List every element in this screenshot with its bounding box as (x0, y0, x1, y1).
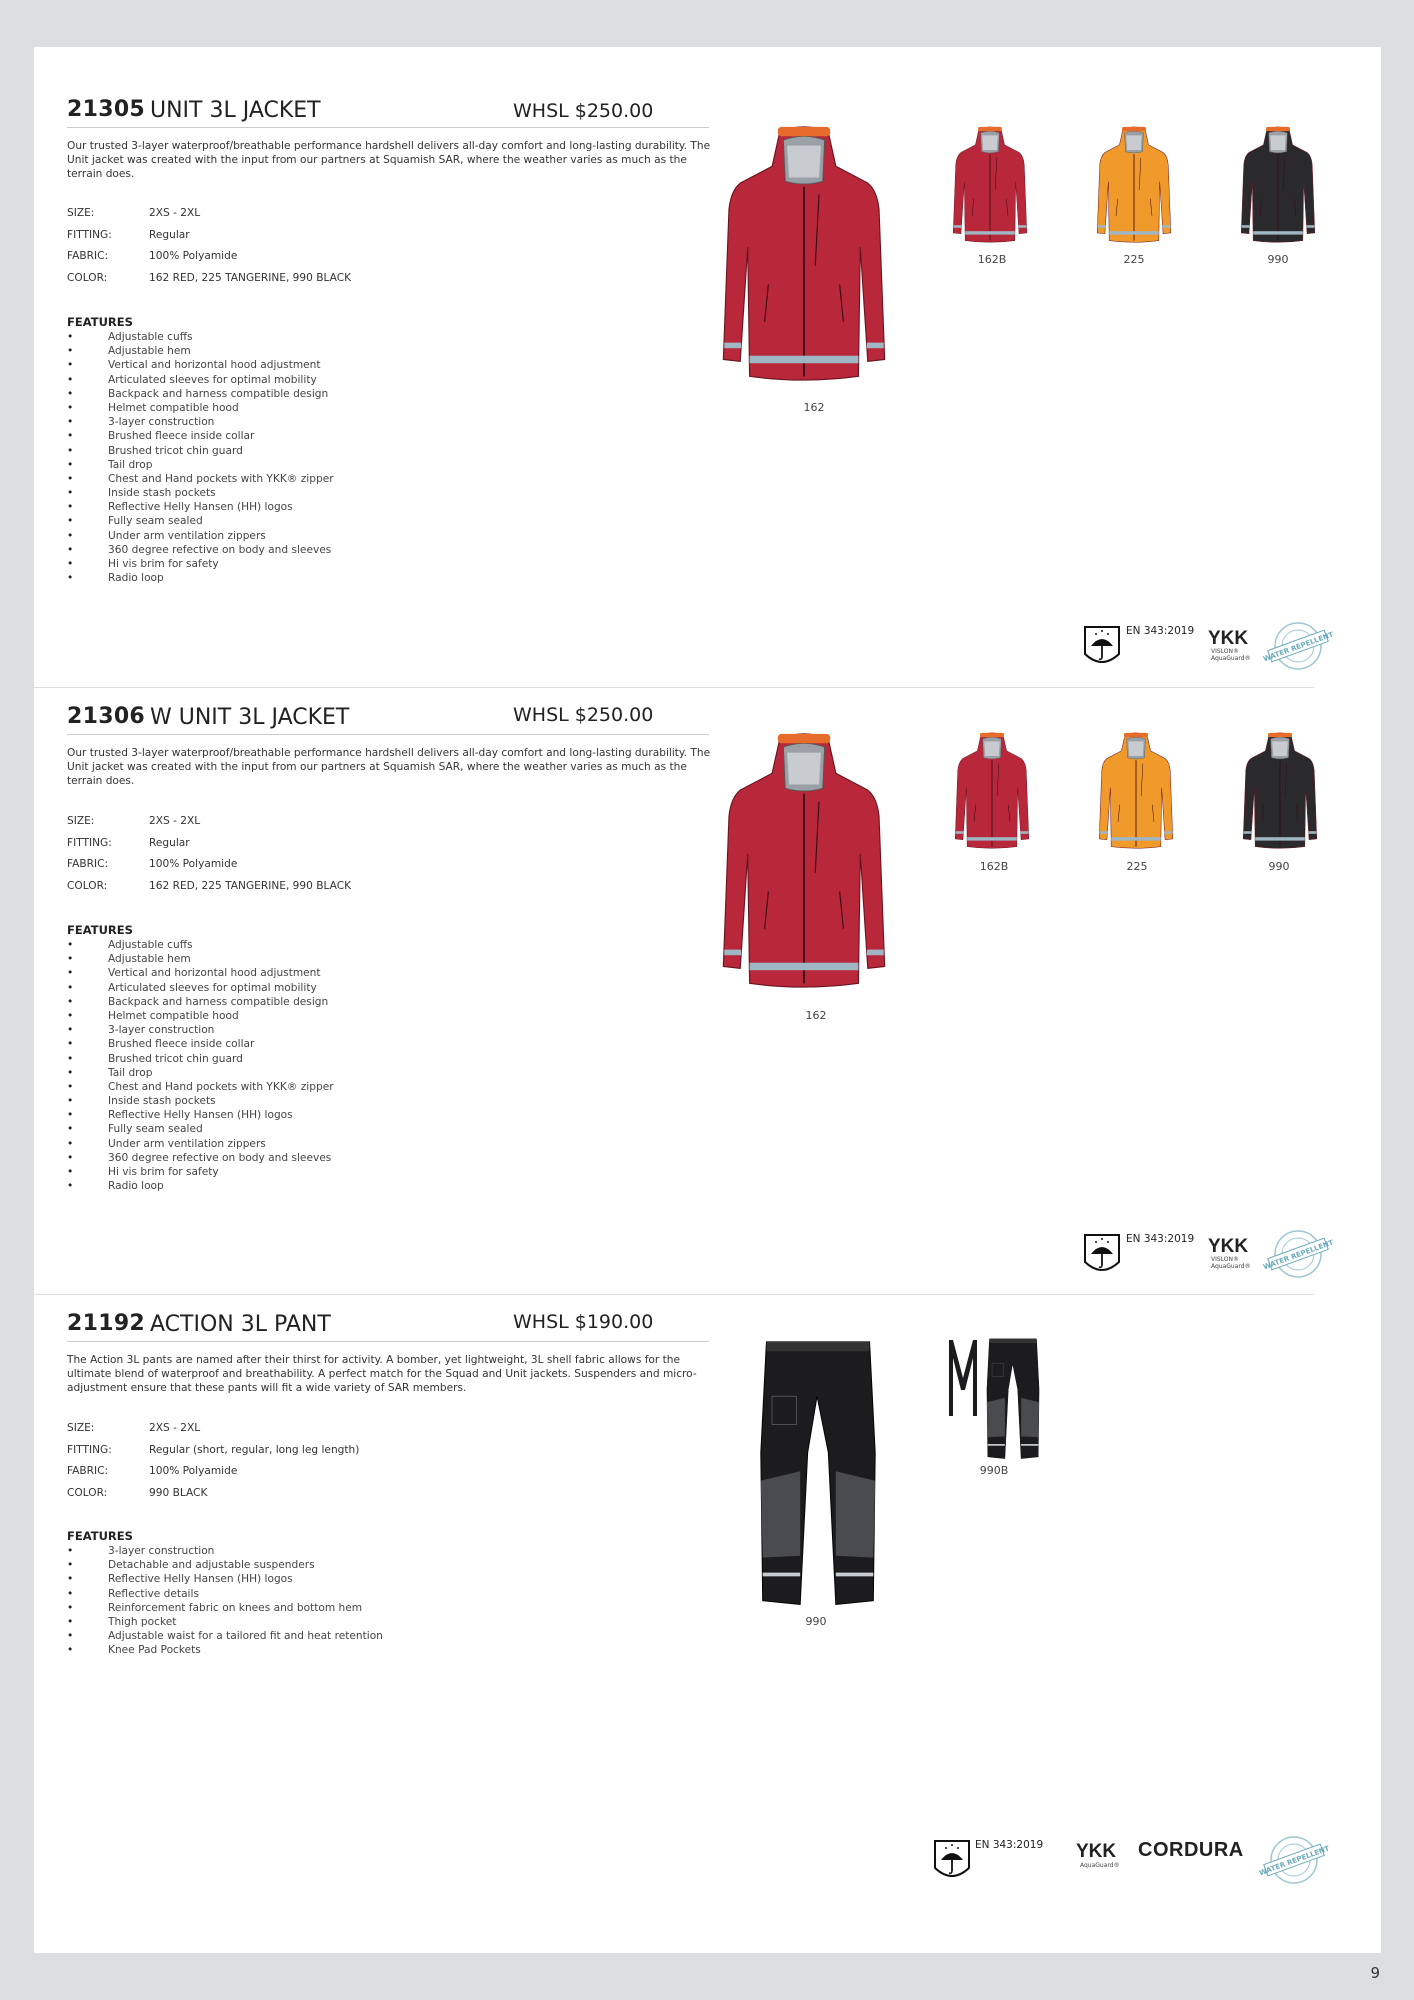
spec-value: Regular (149, 228, 190, 241)
water-repellent-stamp-icon (1258, 1834, 1331, 1886)
jacket-variant-image (950, 126, 1030, 250)
section-divider (34, 1294, 1314, 1295)
jacket-variant-image (952, 732, 1032, 856)
feature-item: • Brushed fleece inside collar (67, 1037, 334, 1051)
jacket-main-image (714, 732, 894, 1004)
variant-code: 990 (1268, 860, 1290, 873)
spec-label: FABRIC: (67, 858, 109, 870)
main-color-code: 990 (805, 1615, 827, 1628)
main-color-code: 162 (803, 401, 825, 414)
spec-value: 2XS - 2XL (149, 207, 201, 219)
feature-item: • Reflective Helly Hansen (HH) logos (67, 500, 334, 514)
feature-item: • Reflective Helly Hansen (HH) logos (67, 1108, 334, 1122)
jacket-variant-image (1096, 732, 1176, 856)
spec-value: 162 RED, 225 TANGERINE, 990 BLACK (149, 879, 352, 892)
feature-item: • Articulated sleeves for optimal mobility (67, 981, 334, 995)
spec-value: 2XS - 2XL (149, 815, 201, 827)
stamp-label: WATER REPELLENT (1262, 630, 1335, 664)
feature-item: • Radio loop (67, 571, 334, 585)
spec-value: 100% Polyamide (149, 1465, 238, 1477)
spec-label: FABRIC: (67, 250, 109, 262)
feature-item: • Adjustable hem (67, 344, 334, 358)
spec-value: 100% Polyamide (149, 858, 238, 870)
feature-item: • Thigh pocket (67, 1615, 383, 1629)
spec-label: FITTING: (67, 1443, 112, 1456)
feature-item: • Under arm ventilation zippers (67, 529, 334, 543)
product-description: Our trusted 3-layer waterproof/breathable performance hardshell delivers all-day comfort and long-lasting durability. The Unit jacket was created with the input from our partners at Squamish SAR, where the weather varies as much as the terrain does. (67, 140, 711, 180)
feature-item: • Chest and Hand pockets with YKK® zipper (67, 472, 334, 486)
spec-label: FABRIC: (67, 1465, 109, 1477)
feature-item: • Helmet compatible hood (67, 401, 334, 415)
feature-item: • Fully seam sealed (67, 514, 334, 528)
feature-item: • Hi vis brim for safety (67, 557, 334, 571)
feature-item: • 360 degree refective on body and sleeves (67, 543, 334, 557)
features-block (67, 1529, 383, 1658)
spec-value: 100% Polyamide (149, 250, 238, 262)
feature-item: • Detachable and adjustable suspenders (67, 1558, 383, 1572)
water-repellent-stamp-icon (1262, 1228, 1335, 1280)
feature-item: • Reinforcement fabric on knees and bottom hem (67, 1601, 383, 1615)
feature-item: • Hi vis brim for safety (67, 1165, 334, 1179)
feature-item: • Chest and Hand pockets with YKK® zipper (67, 1080, 334, 1094)
feature-item: • 3-layer construction (67, 415, 334, 429)
features-title: FEATURES (67, 1529, 133, 1543)
spec-label: SIZE: (67, 207, 95, 219)
feature-item: • Brushed fleece inside collar (67, 429, 334, 443)
spec-value: 162 RED, 225 TANGERINE, 990 BLACK (149, 271, 352, 284)
product-header (67, 704, 709, 735)
spec-label: FITTING: (67, 228, 112, 241)
spec-label: COLOR: (67, 271, 108, 284)
stamp-label: WATER REPELLENT (1262, 1238, 1335, 1272)
jacket-variant-image (1238, 126, 1318, 250)
feature-item: • Backpack and harness compatible design (67, 995, 334, 1009)
ykk-logo: YKK (1208, 1236, 1249, 1257)
features-block (67, 923, 334, 1193)
spec-label: COLOR: (67, 1486, 108, 1499)
feature-item: • Reflective details (67, 1587, 383, 1601)
product-price: WHSL $190.00 (513, 1311, 654, 1333)
feature-item: • Tail drop (67, 458, 334, 472)
spec-value: Regular (short, regular, long leg length) (149, 1443, 360, 1456)
features-list (67, 1544, 383, 1658)
pant-main-image (754, 1340, 882, 1612)
features-title: FEATURES (67, 923, 133, 937)
jacket-variant-image (1240, 732, 1320, 856)
spec-label: SIZE: (67, 1422, 95, 1434)
main-color-code: 162 (805, 1009, 827, 1022)
product-code: 21192 (67, 1311, 146, 1336)
ykk-logo: YKK (1208, 628, 1249, 649)
feature-item: • 3-layer construction (67, 1544, 383, 1558)
umbrella-icon (1082, 1232, 1122, 1278)
product-name: UNIT 3L JACKET (150, 98, 321, 123)
feature-item: • 360 degree refective on body and sleeves (67, 1151, 334, 1165)
feature-item: • Vertical and horizontal hood adjustment (67, 358, 334, 372)
en-standard-label: EN 343:2019 (1126, 625, 1195, 637)
en-standard-label: EN 343:2019 (1126, 1233, 1195, 1245)
features-list (67, 330, 334, 585)
product-code: 21305 (67, 97, 146, 122)
stamp-label: WATER REPELLENT (1258, 1844, 1331, 1878)
feature-item: • Brushed tricot chin guard (67, 444, 334, 458)
product-header (67, 1311, 709, 1342)
feature-item: • Tail drop (67, 1066, 334, 1080)
feature-item: • Articulated sleeves for optimal mobility (67, 373, 334, 387)
feature-item: • Reflective Helly Hansen (HH) logos (67, 1572, 383, 1586)
spec-label: FITTING: (67, 836, 112, 849)
variant-code: 225 (1126, 860, 1148, 873)
ykk-sub-label: AquaGuard® (1211, 1263, 1251, 1270)
jacket-variant-image (1094, 126, 1174, 250)
feature-item: • Under arm ventilation zippers (67, 1137, 334, 1151)
variant-code: 225 (1123, 253, 1145, 266)
variant-code: 162B (977, 253, 1007, 266)
variant-code: 162B (979, 860, 1009, 873)
umbrella-icon (1082, 624, 1122, 670)
feature-item: • Inside stash pockets (67, 486, 334, 500)
spec-value: Regular (149, 836, 190, 849)
spec-value: 990 BLACK (149, 1486, 208, 1499)
feature-item: • Adjustable waist for a tailored fit and heat retention (67, 1629, 383, 1643)
cordura-logo: CORDURA (1138, 1839, 1244, 1861)
product-code: 21306 (67, 704, 146, 729)
product-name: W UNIT 3L JACKET (150, 705, 350, 730)
features-list (67, 938, 334, 1193)
features-title: FEATURES (67, 315, 133, 329)
spec-label: COLOR: (67, 879, 108, 892)
water-repellent-stamp-icon (1262, 620, 1335, 672)
pant-variant-image (984, 1338, 1042, 1462)
spec-value: 2XS - 2XL (149, 1422, 201, 1434)
variant-code: 990 (1267, 253, 1289, 266)
feature-item: • Adjustable hem (67, 952, 334, 966)
feature-item: • Brushed tricot chin guard (67, 1052, 334, 1066)
feature-item: • Adjustable cuffs (67, 938, 334, 952)
page-number: 9 (1370, 1964, 1380, 1982)
feature-item: • Knee Pad Pockets (67, 1643, 383, 1657)
product-description: The Action 3L pants are named after their thirst for activity. A bomber, yet lightweight, 3L shell fabric allows for the ultimate blend of waterproof and breathability. A perfect match for the Squad and Unit jackets. Suspenders and micro-adjustment ensure that these pants will fit a wide variety of SAR members. (67, 1354, 697, 1394)
feature-item: • Fully seam sealed (67, 1122, 334, 1136)
product-header (67, 97, 709, 128)
feature-item: • Backpack and harness compatible design (67, 387, 334, 401)
feature-item: • Radio loop (67, 1179, 334, 1193)
ykk-logo: YKK (1076, 1841, 1117, 1862)
feature-item: • Adjustable cuffs (67, 330, 334, 344)
product-description: Our trusted 3-layer waterproof/breathable performance hardshell delivers all-day comfort and long-lasting durability. The Unit jacket was created with the input from our partners at Squamish SAR, where the weather varies as much as the terrain does. (67, 747, 711, 787)
spec-label: SIZE: (67, 815, 95, 827)
feature-item: • 3-layer construction (67, 1023, 334, 1037)
feature-item: • Inside stash pockets (67, 1094, 334, 1108)
product-price: WHSL $250.00 (513, 100, 654, 122)
features-block (67, 315, 334, 585)
ykk-sub-label: VISLON® (1211, 1256, 1240, 1263)
suspenders-icon (945, 1338, 981, 1418)
variant-code: 990B (979, 1464, 1009, 1477)
en-standard-label: EN 343:2019 (975, 1839, 1044, 1851)
jacket-main-image (714, 125, 894, 397)
section-divider (34, 687, 1314, 688)
ykk-sub-label: AquaGuard® (1080, 1862, 1120, 1869)
ykk-sub-label: AquaGuard® (1211, 655, 1251, 662)
feature-item: • Vertical and horizontal hood adjustment (67, 966, 334, 980)
feature-item: • Helmet compatible hood (67, 1009, 334, 1023)
ykk-sub-label: VISLON® (1211, 648, 1240, 655)
product-name: ACTION 3L PANT (150, 1312, 331, 1337)
product-price: WHSL $250.00 (513, 704, 654, 726)
umbrella-icon (932, 1838, 972, 1884)
